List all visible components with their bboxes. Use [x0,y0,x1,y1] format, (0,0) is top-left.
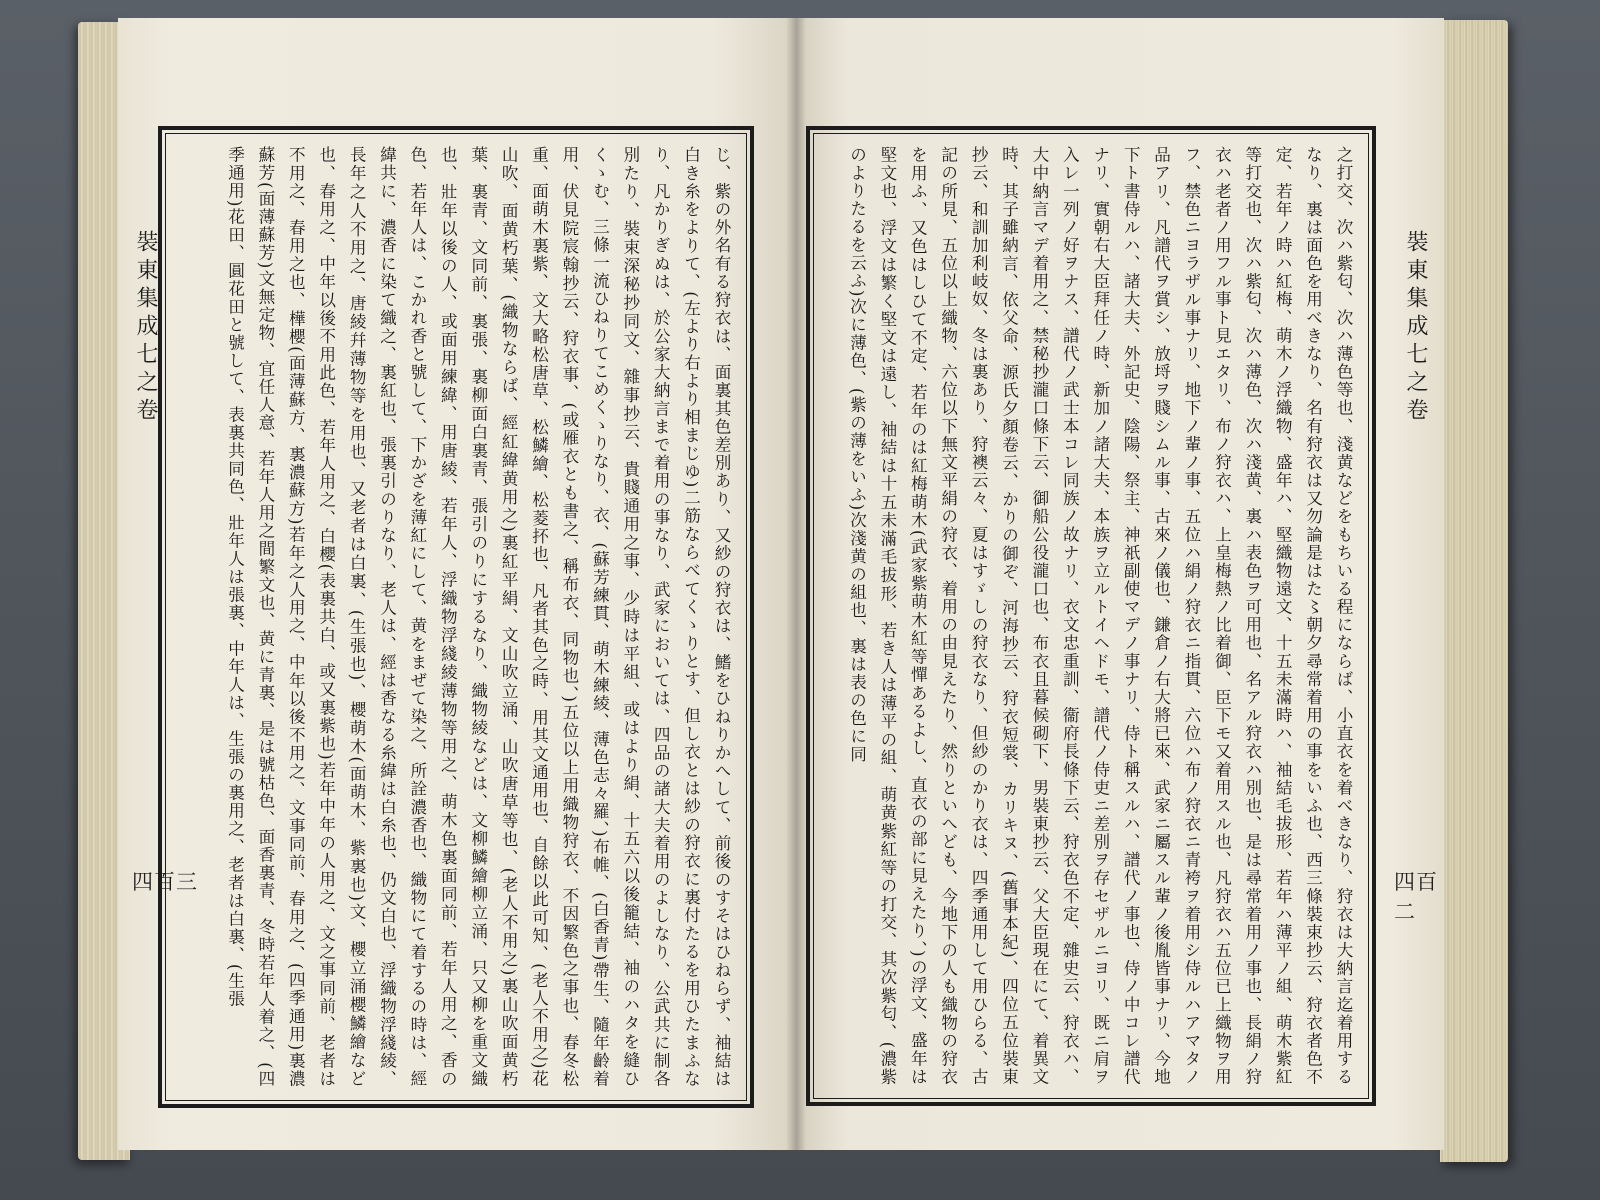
right-running-title: 裝東集成七之卷 [1403,230,1428,426]
left-text-frame [158,126,754,1108]
right-page-edges [1440,20,1508,1162]
right-page-number: 四百二 [1394,870,1438,924]
left-page-text [176,146,736,1088]
left-page-number: 四百三 [132,870,198,894]
right-page-text [824,146,1358,1086]
right-text-frame [806,126,1376,1106]
right-page-body: 之打交、次ハ紫匂、次ハ薄色等也、淺黄などをもちいる程にならば、小直衣を着べきなり、狩衣は大納言迄着用するなり、裏は面色を用べきなり、名有狩衣は又勿論是はた〻朝夕尋常着用の事をいふ也、西三條裝束抄云、狩衣者色不定、若年ノ時ハ紅梅、萌木ノ浮織物、盛年ハ、堅織物遠文、十五未滿時ハ、袖結毛拔形、若年ハ薄平ノ組、萌木紫紅等打交也、次ハ紫匂、次ハ薄色、次ハ淺黄、裏ハ表色ヲ可用也、名アル狩衣ハ別也、是は尋常着用ノ事也、長絹ノ狩衣ハ老者ノ用フル事ト見エタリ、布ノ狩衣ハ、上皇梅熱ノ比着御、臣下モ又着用スル也、凡狩衣ハ五位已上織物ヲ用フ、禁色ニヨラザル事ナリ、地下ノ輩ノ事、五位ハ絹ノ狩衣ニ指貫、六位ハ布ノ狩衣ニ青袴ヲ着用シ侍ルハアマタノ品アリ、凡譜代ヲ賞シ、放埒ヲ賤シムル事、古來ノ儀也、鎌倉ノ右大將已來、武家ニ屬スル輩ノ後胤皆事ナリ、今地下ト書侍ルハ、諸大夫、外記史、陰陽、祭主、神祇副使マデノ事ナリ、侍ト稱スルハ、譜代ノ事也、侍ノ中コレ譜代ナリ、實朝右大臣拜任ノ時、新加ノ諸大夫、本族ヲ立ルトイヘドモ、譜代ノ侍吏ニ差別ヲ存セザルニヨリ、既ニ肩ヲ入レ一列ノ好ヲナス、譜代ノ武士本コレ同族ノ故ナリ、衣文忠重訓、衞府長條下云、狩衣色不定、雜史云、狩衣ハ、大中納言マデ着用之、禁秘抄瀧口條下云、御船公役瀧口也、布衣且暮候砌下、男裝東抄云、父大臣現在にて、着異文時、其子雖納言、依父命、源氏夕顏卷云、かりの御ぞ、河海抄云、狩衣短裳、カリキヌ、(舊事本紀)、四位五位裝東抄云、和訓加利岐奴、冬は裏あり、狩襖云々、夏はすゞしの狩衣なり、但紗のかり衣は、四季通用して用ひらる、古記の所見、五位以上織物、六位以下無文平絹の狩衣、着用の由見えたり、然りといへども、今地下の人も織物の狩衣を用ふ、又色はしひて不定、若年のは紅梅萌木(武家紫萌木紅等憚あるよし、直衣の部に見えたり、)の浮文、盛年は堅文也、浮文は繁く堅文は遠し、袖結は十五未滿毛拔形、若き人は薄平の組、萌黄紫紅等の打交、其次紫匂、(濃紫のよりたるを云ふ)次に薄色、(紫の薄をいふ)次淺黄の組也、裏は表の色に同 [847,146,1353,1086]
left-page-body: じ、紫の外名有る狩衣は、面裏其色差別あり、又紗の狩衣は、鰭をひねりかへして、前後のすそはひねらず、袖結は白き糸をよりて、(左より右より相まじゆ)二筋ならべてくゝりとす、但し衣とは紗の狩衣に裏付たるを用ひたまふなり、凡かりぎぬは、於公家大納言まで着用の事なり、武家においては、四品の諸大夫着用のよしなり、公武共に制各別たり、裝束深秘抄同文、雜事抄云、貴賤通用之事、少時は平組、或はより絹、十五六以後籠結、袖のハタを縫ひくゝむ、三條一流ひねりてこめくゝりなり、衣、(蘇芳練貫、萌木練綾、薄色志々羅、)布帷、(白香青)帶生、隨年齡着用、伏見院宸翰抄云、狩衣事、(或雁衣とも書之、稱布衣、同物也、)五位以上用織物狩衣、不因繁色之事也、春冬松重、面萌木裏紫、文大略松唐草、松鱗繪、松菱抔也、凡者其色之時、用其文通用也、自餘以此可知、(老人不用之)花山吹、面黄朽葉、(織物ならば、經紅緯黄用之)裏紅平絹、文山吹立涌、山吹唐草等也、(老人不用之)裏山吹面黄朽葉、裏青、文同前、裏張、裏柳面白裏青、張引のりにするなり、織物綾などは、文柳鱗繪柳立涌、只又柳を重文織也、壯年以後の人、或面用練緯、用唐綾、若年人、浮織物浮綫綾薄物等用之、萌木色裏面同前、若年人用之、香の色、若年人は、こかれ香と號して、下かざを薄紅にして、黄をまぜて染之、所詮濃香也、織物にて着するの時は、經緯共に、濃香に染て織之、裏紅也、張裏引のりなり、老人は、經は香なる糸緯は白糸也、仍文白也、浮織物浮綫綾、長年之人不用之、唐綾幷薄物等を用也、又老者は白裏、(生張也)、櫻萌木(面萌木、紫裏也)文、櫻立涌櫻鱗繪など也、春用之、中年以後不用此色、若年人用之、白櫻(表裏共白、或又裏紫也)若年中年の人用之、文之事同前、老者は不用之、春用之也、樺櫻(面薄蘇方、裏濃蘇方)若年之人用之、中年以後不用之、文事同前、春用之、(四季通用)裏濃蘇芳(面薄蘇芳)文無定物、宜任人意、若年人用之間繁文也、黄に青裏、是は號枯色、面香裏青、冬時若年人着之、(四季通用)花田、圓花田と號して、表裏共同色、壯年人は張裏、中年人は、生張の裏用之、老者は白裏、(生張 [225,146,731,1088]
right-page [796,18,1444,1150]
left-running-title: 裝東集成七之卷 [133,230,158,426]
left-page [118,18,796,1150]
book-gutter [786,18,806,1150]
